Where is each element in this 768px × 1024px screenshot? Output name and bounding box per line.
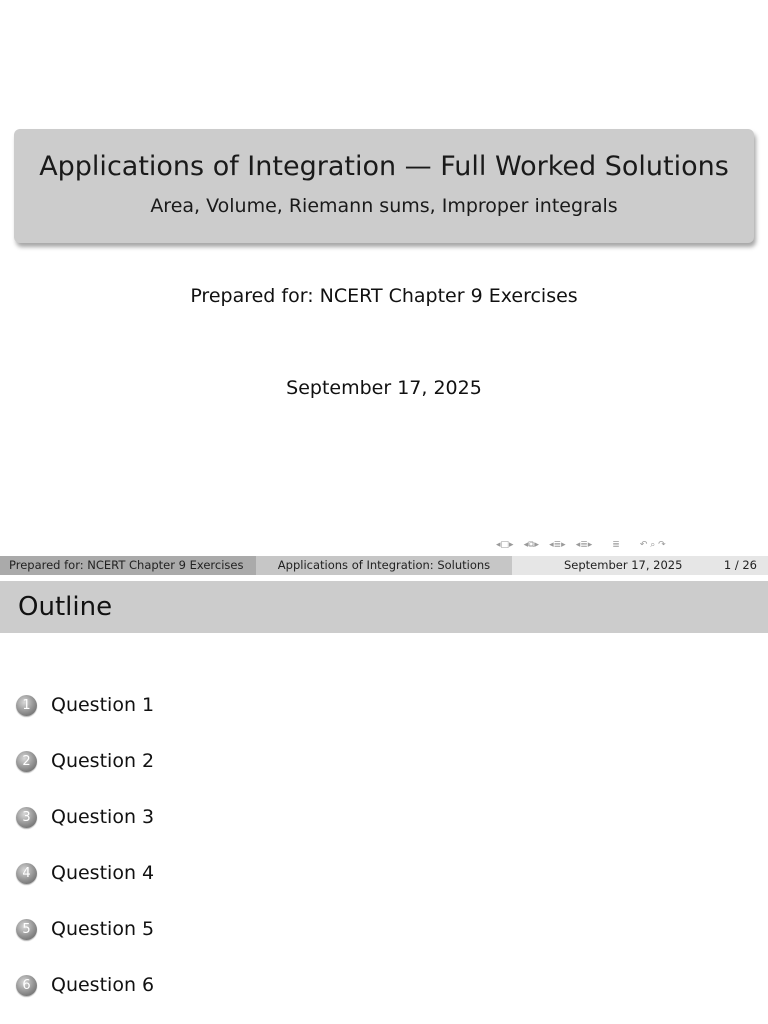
list-item[interactable] <box>16 968 154 1002</box>
list-item[interactable] <box>16 912 154 946</box>
outline-item-label: Question 2 <box>51 750 155 772</box>
outline-item-label: Question 4 <box>51 862 155 884</box>
number-ball-icon: 3 <box>16 807 37 828</box>
footer-page-number: 1 / 26 <box>723 558 757 572</box>
navigation-symbols <box>496 538 666 552</box>
list-item[interactable] <box>16 856 154 890</box>
frame-next-icon[interactable]: ▸ <box>509 540 514 550</box>
frame-title: Outline <box>18 592 113 622</box>
number-ball-icon: 4 <box>16 863 37 884</box>
subsec-icon[interactable]: ≣ <box>580 540 588 550</box>
presentation-title: Applications of Integration — Full Worked Solutions <box>39 151 729 182</box>
subsection-next-icon[interactable]: ▸ <box>534 540 540 550</box>
frame-icon[interactable]: □ <box>500 540 510 550</box>
presentation-subtitle: Area, Volume, Riemann sums, Improper integrals <box>150 195 618 217</box>
footer-title: Applications of Integration: Solutions <box>256 556 512 575</box>
frame-prev-icon[interactable]: ◂ <box>496 540 501 550</box>
footer-author: Prepared for: NCERT Chapter 9 Exercises <box>0 556 256 575</box>
outline-item-label: Question 6 <box>51 974 155 996</box>
outline-item-label: Question 3 <box>51 806 155 828</box>
subsection-prev-icon[interactable]: ◂ <box>523 540 529 550</box>
section-icon[interactable]: ≣ <box>553 540 562 550</box>
document-icon[interactable]: ≣ <box>612 540 620 550</box>
search-icon[interactable]: ↶ ⌕ ↷ <box>639 540 666 550</box>
footer-date-page <box>512 556 768 575</box>
outline-item-label: Question 1 <box>51 694 155 716</box>
date-line: September 17, 2025 <box>286 377 482 399</box>
number-ball-icon: 1 <box>16 695 37 716</box>
outline-item-label: Question 5 <box>51 918 155 940</box>
author-line: Prepared for: NCERT Chapter 9 Exercises <box>190 285 578 307</box>
subsection-icon[interactable]: ⧉ <box>528 540 535 550</box>
title-box <box>14 129 754 243</box>
list-item[interactable] <box>16 688 154 722</box>
number-ball-icon: 5 <box>16 919 37 940</box>
list-item[interactable] <box>16 800 154 834</box>
frame-title-bar <box>0 581 768 633</box>
footer-date: September 17, 2025 <box>564 558 683 572</box>
section-next-icon[interactable]: ▸ <box>561 540 566 550</box>
number-ball-icon: 6 <box>16 975 37 996</box>
subsec-next-icon[interactable]: ▸ <box>587 540 593 550</box>
footer-bar <box>0 556 768 575</box>
subsec-prev-icon[interactable]: ◂ <box>575 540 581 550</box>
number-ball-icon: 2 <box>16 751 37 772</box>
list-item[interactable] <box>16 744 154 778</box>
section-prev-icon[interactable]: ◂ <box>549 540 554 550</box>
